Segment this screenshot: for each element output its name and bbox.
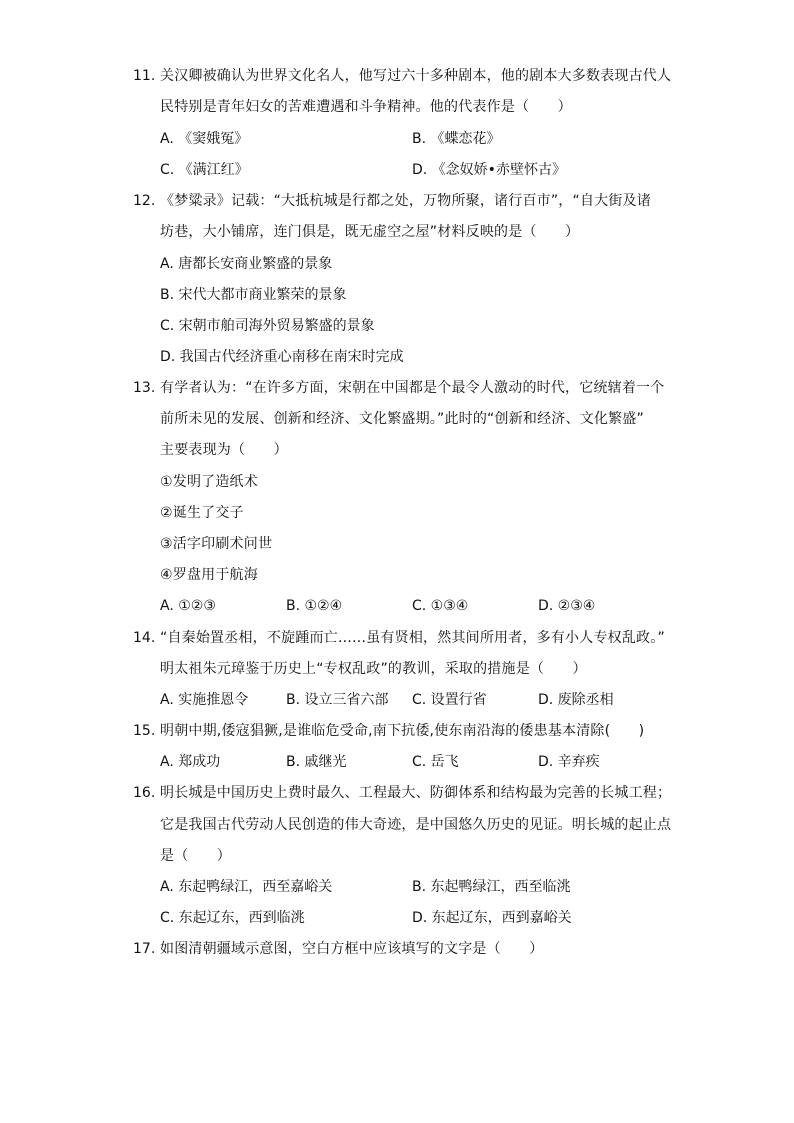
question-text: 坊巷，大小铺席，连门俱是，既无虚空之屋”材料反映的是（ ） — [160, 224, 580, 240]
question-text: 明长城是中国历史上费时最久、工程最大、防御体系和结构最为完善的长城工程； — [160, 785, 672, 801]
question-text: 它是我国古代劳动人民创造的伟大奇迹，是中国悠久历史的见证。明长城的起止点 — [160, 817, 672, 833]
option-d[interactable]: D. 《念奴娇•赤壁怀古》 — [412, 162, 566, 178]
question-text: 是（ ） — [160, 848, 231, 864]
option-c[interactable]: C. 东起辽东，西到临洮 — [160, 910, 305, 926]
question-number: 13. — [133, 380, 156, 396]
question-text: 有学者认为：“在许多方面，宋朝在中国都是个最令人激动的时代，它统辖着一个 — [160, 380, 665, 396]
option-b[interactable]: B. 《蝶恋花》 — [412, 131, 501, 147]
option-a[interactable]: A. 实施推恩令 — [160, 692, 249, 708]
question-text: 主要表现为（ ） — [160, 442, 288, 458]
option-a[interactable]: A. 唐都长安商业繁盛的景象 — [160, 256, 333, 272]
option-b[interactable]: B. ①②④ — [286, 598, 343, 614]
question-number: 16. — [133, 785, 156, 801]
option-a[interactable]: A. ①②③ — [160, 598, 216, 614]
option-a[interactable]: A. 东起鸭绿江，西至嘉峪关 — [160, 879, 333, 895]
option-c[interactable]: C. ①③④ — [412, 598, 469, 614]
statement-3: ③活字印刷术问世 — [160, 536, 273, 552]
option-c[interactable]: C. 岳飞 — [412, 754, 459, 770]
question-text: 如图清朝疆域示意图，空白方框中应该填写的文字是（ ） — [160, 941, 544, 957]
option-d[interactable]: D. 东起辽东，西到嘉峪关 — [412, 910, 572, 926]
option-b[interactable]: B. 设立三省六部 — [286, 692, 389, 708]
question-text: 关汉卿被确认为世界文化名人，他写过六十多种剧本，他的剧本大多数表现古代人 — [160, 68, 672, 84]
statement-2: ②诞生了交子 — [160, 505, 244, 521]
option-b[interactable]: B. 东起鸭绿江，西至临洮 — [412, 879, 571, 895]
option-b[interactable]: B. 戚继光 — [286, 754, 347, 770]
question-text: 前所未见的发展、创新和经济、文化繁盛期。”此时的“创新和经济、文化繁盛” — [160, 411, 644, 427]
question-text: 明太祖朱元璋鉴于历史上“专权乱政”的教训，采取的措施是（ ） — [160, 661, 587, 677]
option-d[interactable]: D. 辛弃疾 — [538, 754, 600, 770]
question-text: 明朝中期,倭寇猖獗,是谁临危受命,南下抗倭,使东南沿海的倭患基本清除( ) — [160, 723, 645, 739]
question-number: 14. — [133, 630, 156, 646]
option-b[interactable]: B. 宋代大都市商业繁荣的景象 — [160, 287, 347, 303]
question-text: 民特别是青年妇女的苦难遭遇和斗争精神。他的代表作是（ ） — [160, 99, 572, 115]
question-text: “自秦始置丞相，不旋踵而亡……虽有贤相，然其间所用者，多有小人专权乱政。” — [160, 630, 665, 646]
question-number: 11. — [133, 68, 156, 84]
statement-4: ④罗盘用于航海 — [160, 567, 258, 583]
question-number: 17. — [133, 941, 156, 957]
option-d[interactable]: D. 我国古代经济重心南移在南宋时完成 — [160, 349, 404, 365]
option-c[interactable]: C. 《满江红》 — [160, 162, 249, 178]
option-d[interactable]: D. 废除丞相 — [538, 692, 614, 708]
question-number: 12. — [133, 193, 156, 209]
question-number: 15. — [133, 723, 156, 739]
statement-1: ①发明了造纸术 — [160, 474, 258, 490]
question-text: 《梦粱录》记载：“大抵杭城是行都之处，万物所聚，诸行百市”，“自大街及诸 — [160, 193, 651, 209]
option-c[interactable]: C. 设置行省 — [412, 692, 487, 708]
option-d[interactable]: D. ②③④ — [538, 598, 596, 614]
option-a[interactable]: A. 《窦娥冤》 — [160, 131, 249, 147]
option-c[interactable]: C. 宋朝市舶司海外贸易繁盛的景象 — [160, 318, 375, 334]
option-a[interactable]: A. 郑成功 — [160, 754, 221, 770]
